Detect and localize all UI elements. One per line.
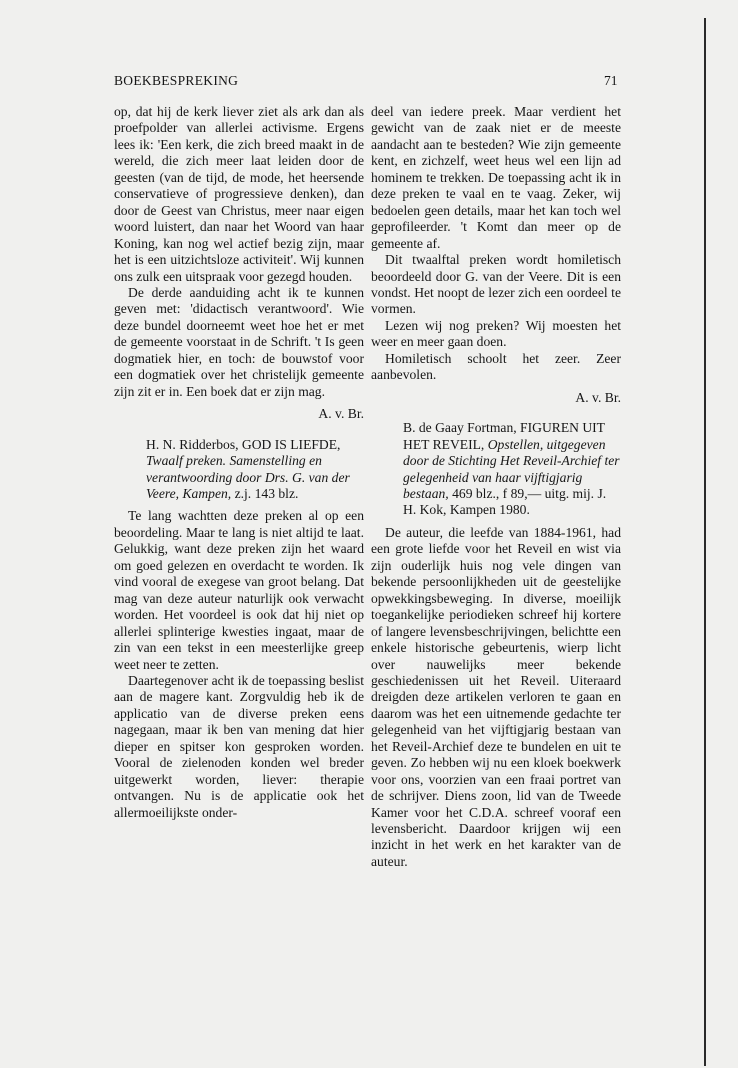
review-author-title: H. N. Ridderbos, GOD IS LIEFDE, [146, 436, 341, 452]
paragraph: Homiletisch schoolt het zeer. Zeer aanbevolen. [371, 350, 621, 383]
reviewer-signature: A. v. Br. [575, 389, 621, 405]
paragraph: deel van iedere preek. Maar verdient het gewicht van de zaak niet er de meeste aandacht aan te besteden? Wie zijn gemeente kent, en zichzelf, weet heus wel een lijn ad hominem te trekken. De toepassing acht ik in deze preken te vaal en te vaag. Zeker, wij bedoelen geen details, maar het kan toch wel geprofileerder. 't Komt dan meer op de gemeente af. [371, 104, 621, 251]
paragraph: De derde aanduiding acht ik te kunnen geven met: 'didactisch verantwoord'. Wie deze bundel doorneemt weet hoe het er met de gemeente voorstaat in de Schrift. 't Is geen dogmatiek hier, en toch: de bouwstof voor een dogmatiek over het christelijk gemeente zijn zit er in. Een boek dat er zijn mag. [114, 284, 364, 399]
review-heading [371, 420, 621, 519]
reviewer-signature: A. v. Br. [318, 406, 364, 422]
review-author-title: B. de Gaay Fortman, FIGUREN UIT HET REVEIL, [403, 420, 605, 452]
review-subtitle: Twaalf preken. Samenstelling en verantwoording door Drs. G. van der Veere, Kampen, [146, 453, 350, 501]
review-publication: z.j. 143 blz. [234, 485, 299, 501]
review-publication: 469 blz., f 89,— uitg. mij. J. H. Kok, Kampen 1980. [403, 485, 607, 518]
paragraph: Lezen wij nog preken? Wij moesten het weer en meer gaan doen. [371, 317, 621, 350]
paragraph: De auteur, die leefde van 1884-1961, had een grote liefde voor het Reveil en wist via zijn ouderlijk huis nog vele dingen van bekende persoonlijkheden uit de geestelijke opwekkingsbeweging. In diverse, moeilijk toegankelijke periodieken schreef hij kortere of langere levensbeschrijvingen, belichtte een enkele historische gebeurtenis, wierp licht over nauwelijks meer bekende geschiedenissen uit het Reveil. Uiteraard dreigden deze artikelen verloren te gaan en daarom was het een uitnemende gedachte ter gelegenheid van het vijftigjarig bestaan van het Reveil-Archief deze te bundelen en uit te geven. Zo hebben wij nu een kloek boekwerk voor ons, voorzien van een fraai portret van de schrijver. Diens zoon, lid van de Tweede Kamer voor het C.D.A. schreef vooraf een levensbericht. Daardoor krijgen wij een inzicht in het werk en het karakter van de auteur. [371, 524, 621, 869]
paragraph: op, dat hij de kerk liever ziet als ark dan als proefpolder van allerlei activisme. Ergens lees ik: 'Een kerk, die zich breed maakt in de wereld, die zich meer laat leiden door de geesten (van de tijd, de mode, het heersende conservatieve of progressieve denken), dan door de Geest van Christus, meer naar eigen woord luistert, dan naar het Woord van haar Koning, kan nog wel actief bezig zijn, maar het is een uitzichtsloze activiteit'. Wij kunnen ons zulk een uitspraak voor gezegd houden. [114, 104, 364, 284]
right-column [371, 104, 621, 870]
paragraph: Dit twaalftal preken wordt homiletisch beoordeeld door G. van der Veere. Dit is een vondst. Het noopt de lezer zich een oordeel te vormen. [371, 252, 621, 317]
running-header: BOEKBESPREKING [114, 73, 239, 88]
paragraph: Te lang wachtten deze preken al op een beoordeling. Maar te lang is niet altijd te laat. Gelukkig, want deze preken zijn het waard om goed gelezen en overdacht te worden. Ik vind vooral de exegese van groot belang. Dat mag van deze auteur naturlijk ook verwacht worden. Het voordeel is ook dat hij niet op allerlei splinterige kwesties ingaat, maar de zin van een tekst in een meesterlijke greep weet neer te zetten. [114, 508, 364, 672]
left-column [114, 104, 364, 821]
page-edge-shadow [704, 18, 706, 1066]
review-heading [114, 437, 364, 503]
page-number: 71 [604, 73, 618, 88]
review-subtitle: Opstellen, uitgegeven door de Stichting Het Reveil-Archief ter gelegenheid van haar vijftigjarig bestaan, [403, 436, 620, 501]
paragraph: Daartegenover acht ik de toepassing beslist aan de magere kant. Zorgvuldig heb ik de applicatio van de diverse preken eens nagegaan, maar ik ben van mening dat hier dieper en spitser kon gesproken worden. Vooral de zielenoden konden wel breder uitgewerkt worden, liever: therapie ontvangen. Nu is de applicatie ook het allermoeilijkste onder- [114, 672, 364, 820]
